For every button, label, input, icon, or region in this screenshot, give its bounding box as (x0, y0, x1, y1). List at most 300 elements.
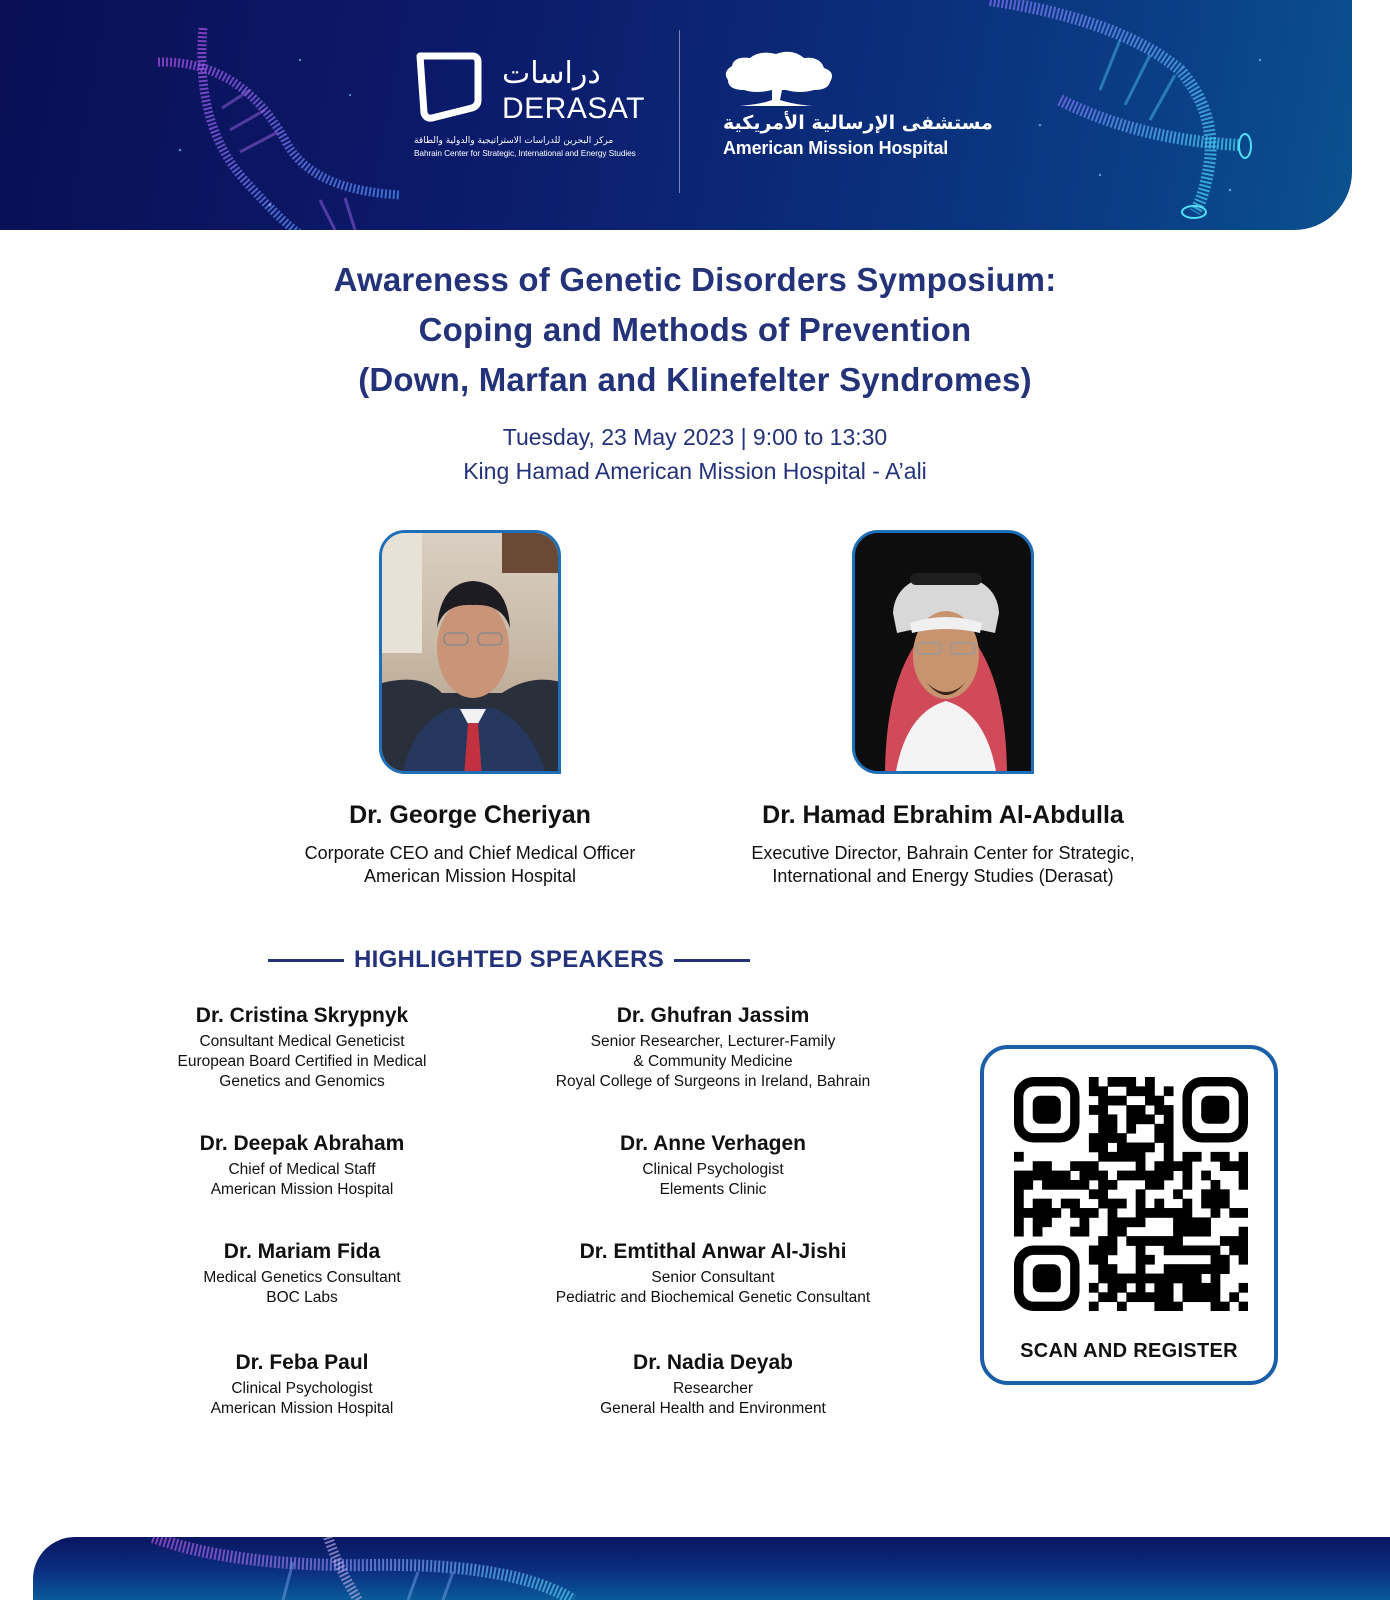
qr-module (1126, 1292, 1136, 1302)
qr-module (1154, 1236, 1164, 1246)
qr-module (1098, 1086, 1108, 1096)
qr-module (1145, 1208, 1155, 1218)
qr-module (1182, 1274, 1192, 1284)
role-line: Corporate CEO and Chief Medical Officer (304, 843, 636, 863)
qr-module (1239, 1208, 1248, 1218)
qr-module (1042, 1161, 1052, 1171)
qr-module (1089, 1283, 1099, 1293)
qr-module (1173, 1217, 1183, 1227)
role-line: Clinical Psychologist (231, 1380, 373, 1397)
qr-module (1108, 1199, 1118, 1209)
qr-module (1229, 1292, 1239, 1302)
qr-module (1145, 1096, 1155, 1106)
qr-module (1033, 1217, 1043, 1227)
qr-module (1192, 1274, 1202, 1284)
qr-module (1098, 1189, 1108, 1199)
speaker-name: Dr. Feba Paul (235, 1351, 369, 1374)
header-banner (0, 0, 1352, 230)
qr-module (1136, 1152, 1146, 1162)
qr-module (1098, 1114, 1108, 1124)
qr-module (1192, 1292, 1202, 1302)
portrait-image (382, 533, 561, 774)
qr-module (1089, 1105, 1099, 1115)
speaker-photo-hamad-al-abdulla (852, 530, 1034, 774)
qr-module (1023, 1180, 1033, 1190)
qr-module (1051, 1171, 1061, 1181)
qr-module (1201, 1171, 1211, 1181)
qr-module (1033, 1227, 1043, 1237)
qr-module (1201, 1227, 1211, 1237)
qr-module (1070, 1199, 1080, 1209)
amh-name-arabic: مستشفى الإرسالية الأمريكية (723, 112, 993, 134)
qr-module (1182, 1283, 1192, 1293)
qr-module (1089, 1245, 1099, 1255)
qr-module (1014, 1152, 1024, 1162)
qr-module (1220, 1255, 1230, 1265)
speaker-name: Dr. Ghufran Jassim (616, 1004, 810, 1027)
speaker-role (102, 1160, 502, 1200)
qr-module (1108, 1274, 1118, 1284)
role-line: Chief of Medical Staff (228, 1161, 376, 1178)
qr-module (1089, 1143, 1099, 1153)
title-line-1: Awareness of Genetic Disorders Symposium: (333, 261, 1057, 298)
qr-module (1182, 1217, 1192, 1227)
qr-module (1211, 1274, 1221, 1284)
role-line: Senior Consultant (651, 1269, 775, 1286)
qr-module (1033, 1208, 1043, 1218)
keynote-speaker (713, 800, 1173, 888)
qr-module (1201, 1245, 1211, 1255)
qr-module (1173, 1264, 1183, 1274)
qr-module (1164, 1143, 1174, 1153)
qr-module (1220, 1161, 1230, 1171)
qr-module (1201, 1217, 1211, 1227)
qr-module (1089, 1255, 1099, 1265)
qr-module (1126, 1143, 1136, 1153)
qr-module (1239, 1171, 1248, 1181)
qr-module (1042, 1217, 1052, 1227)
qr-module (1201, 1199, 1211, 1209)
heading-label: HIGHLIGHTED SPEAKERS (353, 946, 665, 973)
event-date-time: Tuesday, 23 May 2023 | 9:00 to 13:30 (502, 424, 888, 450)
qr-module (1098, 1096, 1108, 1106)
logo-divider (679, 30, 680, 193)
derasat-name-english: DERASAT (502, 92, 645, 125)
qr-module (1154, 1283, 1164, 1293)
qr-module (1211, 1245, 1221, 1255)
qr-module (1145, 1143, 1155, 1153)
qr-finder-center (1033, 1264, 1061, 1292)
event-venue: King Hamad American Mission Hospital - A’ali (463, 458, 927, 484)
qr-module (1117, 1143, 1127, 1153)
qr-module (1192, 1152, 1202, 1162)
qr-module (1239, 1283, 1248, 1293)
speaker-name: Dr. Mariam Fida (223, 1240, 381, 1263)
qr-module (1239, 1302, 1248, 1311)
qr-module (1108, 1180, 1118, 1190)
qr-module (1023, 1171, 1033, 1181)
qr-module (1182, 1245, 1192, 1255)
qr-module (1164, 1133, 1174, 1143)
highlighted-speakers-heading (250, 943, 768, 977)
qr-module (1164, 1208, 1174, 1218)
qr-module (1042, 1171, 1052, 1181)
qr-module (1173, 1274, 1183, 1284)
role-line: Royal College of Surgeons in Ireland, Bahrain (555, 1073, 871, 1090)
qr-module (1154, 1171, 1164, 1181)
qr-module (1220, 1264, 1230, 1274)
qr-module (1098, 1274, 1108, 1284)
qr-module (1136, 1171, 1146, 1181)
qr-module (1098, 1236, 1108, 1246)
qr-module (1126, 1105, 1136, 1115)
speaker-role (513, 1160, 913, 1200)
qr-module (1126, 1152, 1136, 1162)
qr-module (1108, 1264, 1118, 1274)
qr-module (1145, 1114, 1155, 1124)
qr-module (1070, 1161, 1080, 1171)
qr-module (1154, 1161, 1164, 1171)
qr-module (1136, 1264, 1146, 1274)
qr-module (1145, 1292, 1155, 1302)
qr-module (1014, 1199, 1024, 1209)
qr-module (1229, 1245, 1239, 1255)
speaker-role (513, 1268, 913, 1308)
qr-module (1098, 1124, 1108, 1134)
qr-module (1089, 1189, 1099, 1199)
qr-module (1173, 1245, 1183, 1255)
qr-module (1201, 1189, 1211, 1199)
qr-module (1098, 1143, 1108, 1153)
qr-module (1126, 1274, 1136, 1284)
qr-module (1108, 1236, 1118, 1246)
qr-module (1089, 1171, 1099, 1181)
role-line: American Mission Hospital (210, 1181, 394, 1198)
qr-module (1089, 1077, 1099, 1087)
qr-module (1080, 1180, 1090, 1190)
speaker-role (513, 1379, 913, 1419)
qr-module (1220, 1152, 1230, 1162)
qr-module (1033, 1171, 1043, 1181)
speaker-name: Dr. Hamad Ebrahim Al-Abdulla (762, 801, 1124, 829)
role-line: Senior Researcher, Lecturer-Family (590, 1033, 836, 1050)
qr-module (1182, 1171, 1192, 1181)
qr-module (1173, 1236, 1183, 1246)
speaker-name: Dr. Cristina Skrypnyk (195, 1004, 409, 1027)
qr-module (1145, 1274, 1155, 1284)
qr-module (1080, 1217, 1090, 1227)
qr-module (1164, 1292, 1174, 1302)
qr-module (1164, 1245, 1174, 1255)
qr-module (1211, 1264, 1221, 1274)
qr-module (1211, 1152, 1221, 1162)
qr-module (1211, 1302, 1221, 1311)
derasat-name-arabic: دراسات (502, 56, 601, 91)
speaker-role (102, 1379, 502, 1419)
qr-module (1211, 1208, 1221, 1218)
qr-module (1108, 1227, 1118, 1237)
qr-module (1145, 1086, 1155, 1096)
qr-module (1145, 1077, 1155, 1087)
qr-module (1182, 1152, 1192, 1162)
qr-module (1154, 1274, 1164, 1284)
role-line: Pediatric and Biochemical Genetic Consultant (555, 1289, 871, 1306)
speaker-role (102, 1032, 502, 1092)
speaker-name: Dr. Nadia Deyab (633, 1351, 793, 1374)
speaker-card (102, 1131, 502, 1200)
qr-module (1117, 1274, 1127, 1284)
qr-module (1164, 1152, 1174, 1162)
speaker-name: Dr. George Cheriyan (349, 801, 591, 829)
qr-module (1136, 1143, 1146, 1153)
event-title (0, 255, 1390, 405)
qr-module (1108, 1114, 1118, 1124)
qr-module (1239, 1236, 1248, 1246)
qr-module (1098, 1152, 1108, 1162)
qr-module (1164, 1105, 1174, 1115)
qr-code-icon[interactable] (1014, 1077, 1248, 1311)
role-line: Genetics and Genomics (219, 1073, 385, 1090)
qr-module (1126, 1236, 1136, 1246)
qr-module (1014, 1180, 1024, 1190)
qr-module (1117, 1217, 1127, 1227)
dna-helix-decoration (33, 1537, 1390, 1600)
qr-module (1220, 1236, 1230, 1246)
qr-module (1173, 1227, 1183, 1237)
qr-module (1098, 1171, 1108, 1181)
qr-module (1126, 1171, 1136, 1181)
qr-module (1164, 1086, 1174, 1096)
qr-module (1192, 1245, 1202, 1255)
qr-module (1239, 1245, 1248, 1255)
qr-module (1192, 1283, 1202, 1293)
qr-module (1098, 1292, 1108, 1302)
qr-module (1211, 1199, 1221, 1209)
speaker-role (102, 1268, 502, 1308)
qr-module (1136, 1199, 1146, 1209)
qr-finder-center (1033, 1096, 1061, 1124)
qr-module (1164, 1171, 1174, 1181)
qr-module (1239, 1227, 1248, 1237)
qr-module (1136, 1255, 1146, 1265)
role-line: Executive Director, Bahrain Center for Strategic, (751, 843, 1135, 863)
role-line: & Community Medicine (633, 1053, 793, 1070)
qr-module (1164, 1124, 1174, 1134)
derasat-subtitle-arabic: مركز البحرين للدراسات الاستراتيجية والدولية والطاقة (414, 136, 614, 146)
qr-module (1220, 1302, 1230, 1311)
speaker-role (713, 842, 1173, 888)
qr-module (1136, 1105, 1146, 1115)
role-line: General Health and Environment (600, 1400, 826, 1417)
qr-module (1117, 1199, 1127, 1209)
speaker-card (102, 1239, 502, 1308)
qr-module (1117, 1227, 1127, 1237)
qr-module (1211, 1189, 1221, 1199)
qr-module (1154, 1105, 1164, 1115)
qr-module (1154, 1124, 1164, 1134)
qr-module (1061, 1171, 1071, 1181)
qr-module (1136, 1236, 1146, 1246)
qr-module (1098, 1199, 1108, 1209)
qr-module (1154, 1133, 1164, 1143)
qr-module (1108, 1208, 1118, 1218)
qr-module (1098, 1245, 1108, 1255)
qr-module (1239, 1161, 1248, 1171)
qr-module (1182, 1208, 1192, 1218)
role-line: Consultant Medical Geneticist (199, 1033, 405, 1050)
title-line-3: (Down, Marfan and Klinefelter Syndromes) (358, 361, 1032, 398)
qr-module (1164, 1274, 1174, 1284)
qr-module (1098, 1255, 1108, 1265)
qr-module (1201, 1283, 1211, 1293)
role-line: International and Energy Studies (Derasat) (772, 866, 1114, 886)
role-line: Medical Genetics Consultant (203, 1269, 401, 1286)
derasat-logo (416, 52, 651, 162)
qr-module (1061, 1180, 1071, 1190)
qr-module (1211, 1255, 1221, 1265)
qr-module (1192, 1217, 1202, 1227)
qr-module (1108, 1217, 1118, 1227)
qr-module (1014, 1171, 1024, 1181)
qr-module (1117, 1171, 1127, 1181)
qr-module (1042, 1199, 1052, 1209)
qr-module (1145, 1171, 1155, 1181)
qr-module (1117, 1152, 1127, 1162)
scan-and-register-label: SCAN AND REGISTER (1020, 1340, 1238, 1362)
qr-module (1089, 1208, 1099, 1218)
qr-module (1089, 1086, 1099, 1096)
qr-module (1117, 1283, 1127, 1293)
qr-module (1182, 1199, 1192, 1209)
qr-module (1098, 1180, 1108, 1190)
qr-module (1211, 1283, 1221, 1293)
qr-module (1164, 1264, 1174, 1274)
role-line: Researcher (672, 1380, 754, 1397)
qr-module (1136, 1283, 1146, 1293)
amh-name-english: American Mission Hospital (723, 138, 949, 158)
qr-module (1229, 1161, 1239, 1171)
qr-module (1182, 1292, 1192, 1302)
qr-module (1154, 1096, 1164, 1106)
qr-module (1164, 1302, 1174, 1311)
keynote-speaker (240, 800, 700, 888)
speaker-name: Dr. Deepak Abraham (199, 1132, 405, 1155)
qr-module (1229, 1236, 1239, 1246)
qr-module (1164, 1161, 1174, 1171)
qr-module (1014, 1227, 1024, 1237)
qr-module (1211, 1292, 1221, 1302)
qr-module (1014, 1189, 1024, 1199)
qr-module (1136, 1292, 1146, 1302)
qr-module (1108, 1245, 1118, 1255)
qr-module (1108, 1096, 1118, 1106)
qr-module (1117, 1096, 1127, 1106)
qr-module (1080, 1208, 1090, 1218)
qr-module (1070, 1180, 1080, 1190)
portrait-image (855, 533, 1034, 774)
qr-module (1126, 1086, 1136, 1096)
qr-module (1126, 1124, 1136, 1134)
qr-module (1108, 1152, 1118, 1162)
qr-module (1108, 1292, 1118, 1302)
qr-module (1126, 1114, 1136, 1124)
qr-module (1051, 1208, 1061, 1218)
speaker-card (513, 1131, 913, 1200)
speaker-card (102, 1350, 502, 1419)
footer-banner (33, 1537, 1390, 1600)
qr-module (1154, 1208, 1164, 1218)
qr-module (1164, 1114, 1174, 1124)
qr-module (1220, 1199, 1230, 1209)
qr-module (1080, 1171, 1090, 1181)
role-line: Clinical Psychologist (642, 1161, 784, 1178)
qr-module (1145, 1255, 1155, 1265)
qr-module (1154, 1180, 1164, 1190)
qr-module (1192, 1264, 1202, 1274)
speaker-role (240, 842, 700, 888)
qr-module (1042, 1208, 1052, 1218)
qr-module (1126, 1217, 1136, 1227)
qr-module (1173, 1161, 1183, 1171)
speaker-card (513, 1350, 913, 1419)
qr-module (1033, 1161, 1043, 1171)
qr-module (1014, 1217, 1024, 1227)
title-line-2: Coping and Methods of Prevention (418, 311, 972, 348)
qr-module (1126, 1077, 1136, 1087)
qr-finder-center (1201, 1096, 1229, 1124)
speaker-card (513, 1239, 913, 1308)
speaker-card (513, 1003, 913, 1092)
qr-module (1201, 1292, 1211, 1302)
speaker-photo-george-cheriyan (379, 530, 561, 774)
role-line: European Board Certified in Medical (177, 1053, 427, 1070)
qr-module (1145, 1236, 1155, 1246)
qr-module (1182, 1180, 1192, 1190)
derasat-subtitle-english: Bahrain Center for Strategic, International and Energy Studies (414, 148, 636, 158)
qr-module (1033, 1199, 1043, 1209)
qr-module (1136, 1274, 1146, 1284)
qr-module (1080, 1227, 1090, 1237)
qr-module (1098, 1264, 1108, 1274)
derasat-mark-icon (416, 52, 482, 122)
qr-module (1042, 1180, 1052, 1190)
qr-module (1154, 1292, 1164, 1302)
role-line: American Mission Hospital (363, 866, 577, 886)
qr-module (1108, 1077, 1118, 1087)
role-line: BOC Labs (266, 1289, 338, 1306)
qr-module (1136, 1245, 1146, 1255)
qr-module (1014, 1208, 1024, 1218)
qr-module (1080, 1161, 1090, 1171)
qr-module (1239, 1180, 1248, 1190)
registration-qr-card[interactable] (980, 1045, 1278, 1385)
qr-module (1164, 1283, 1174, 1293)
qr-module (1136, 1189, 1146, 1199)
qr-module (1145, 1180, 1155, 1190)
qr-module (1182, 1264, 1192, 1274)
qr-module (1023, 1208, 1033, 1218)
qr-module (1164, 1236, 1174, 1246)
qr-module (1108, 1133, 1118, 1143)
qr-module (1173, 1189, 1183, 1199)
qr-module (1154, 1199, 1164, 1209)
qr-module (1089, 1133, 1099, 1143)
qr-module (1136, 1114, 1146, 1124)
qr-module (1070, 1227, 1080, 1237)
qr-module (1201, 1264, 1211, 1274)
qr-module (1239, 1255, 1248, 1265)
qr-module (1136, 1208, 1146, 1218)
